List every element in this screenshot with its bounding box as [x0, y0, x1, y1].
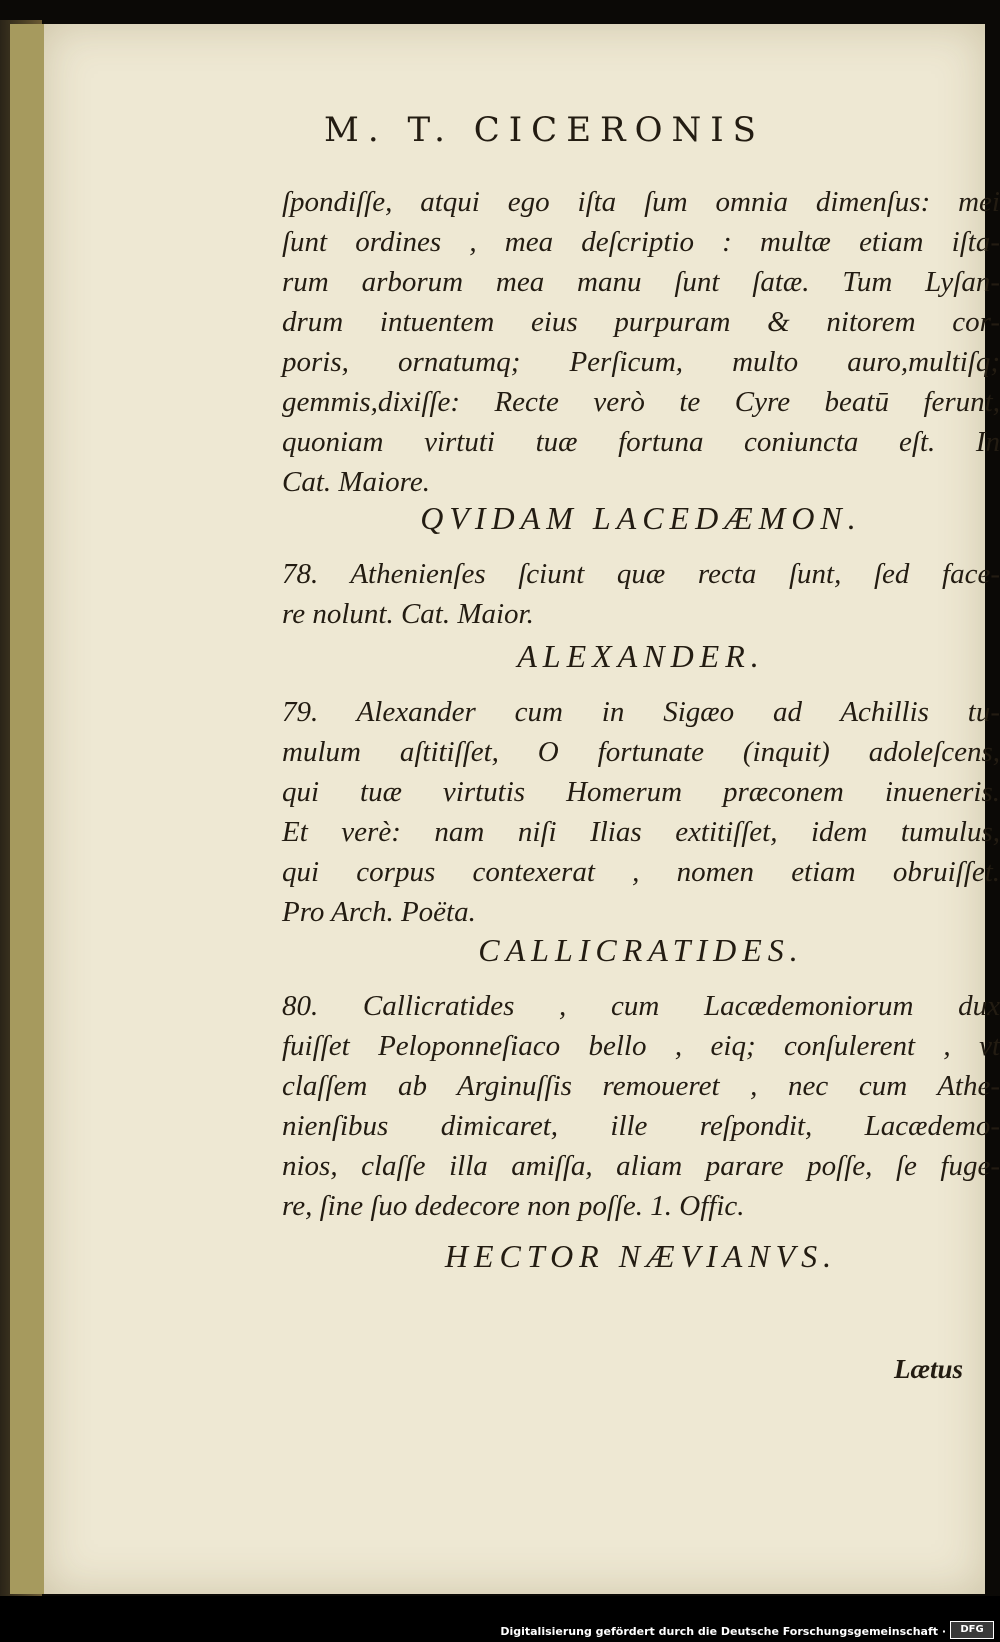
text-line: ſpondiſſe, atqui ego iſta ſum omnia dimenſus: mei — [282, 186, 1000, 218]
text-line: Pro Arch. Poëta. — [282, 896, 476, 928]
footer-bar — [0, 1596, 1000, 1642]
text-line: Et verè: nam niſi Ilias extitiſſet, idem tumulus, — [282, 816, 1000, 848]
text-line: 80. Callicratides , cum Lacædemoniorum dux — [282, 990, 1000, 1022]
text-line: re, ſine ſuo dedecore non poſſe. 1. Offic. — [282, 1190, 745, 1222]
text-line: fuiſſet Peloponneſiaco bello , eiq; conſulerent , vt — [282, 1030, 1000, 1062]
text-line: nios, claſſe illa amiſſa, aliam parare poſſe, ſe fuge- — [282, 1150, 1000, 1182]
text-line: poris, ornatumq; Perſicum, multo auro,multiſq; — [282, 346, 1000, 378]
text-line: 79. Alexander cum in Sigæo ad Achillis tu- — [282, 696, 1000, 728]
text-line: claſſem ab Arginuſſis remoueret , nec cum Athe- — [282, 1070, 1000, 1102]
text-line: 78. Athenienſes ſciunt quæ recta ſunt, ſed face- — [282, 558, 1000, 590]
text-line: gemmis,dixiſſe: Recte verò te Cyre beatū ferunt, — [282, 386, 1000, 418]
text-line: ſunt ordines , mea deſcriptio : multæ etiam iſta- — [282, 226, 1000, 258]
running-head: M. T. CICERONIS — [324, 110, 765, 150]
text-line: qui tuæ virtutis Homerum præconem inueneris. — [282, 776, 1000, 808]
footer-credit: Digitalisierung gefördert durch die Deutsche Forschungsgemeinschaft · — [500, 1625, 946, 1638]
section-heading-alexander: ALEXANDER. — [517, 638, 765, 674]
text-line: drum intuentem eius purpuram & nitorem cor- — [282, 306, 1000, 338]
section-heading-callicratides: CALLICRATIDES. — [478, 932, 804, 968]
text-line: rum arborum mea manu ſunt ſatæ. Tum Lyſan- — [282, 266, 1000, 298]
page-content — [44, 24, 1000, 1594]
dfg-logo-icon: DFG — [950, 1621, 994, 1639]
section-heading-hector-naevianus: HECTOR NÆVIANVS. — [444, 1238, 838, 1274]
text-line: mulum aſtitiſſet, O fortunate (inquit) adoleſcens, — [282, 736, 1000, 768]
text-line: qui corpus contexerat , nomen etiam obruiſſet. — [282, 856, 1000, 888]
section-heading-quidam-lacedaemon: QVIDAM LACEDÆMON. — [420, 500, 862, 536]
text-line: quoniam virtuti tuæ fortuna coniuncta eſt. In — [282, 426, 1000, 458]
book-page — [10, 24, 1000, 1594]
text-line: re nolunt. Cat. Maior. — [282, 598, 534, 630]
text-line: nienſibus dimicaret, ille reſpondit, Lacædemo- — [282, 1110, 1000, 1142]
text-line: Cat. Maiore. — [282, 466, 430, 498]
catchword: Lætus — [893, 1354, 963, 1384]
